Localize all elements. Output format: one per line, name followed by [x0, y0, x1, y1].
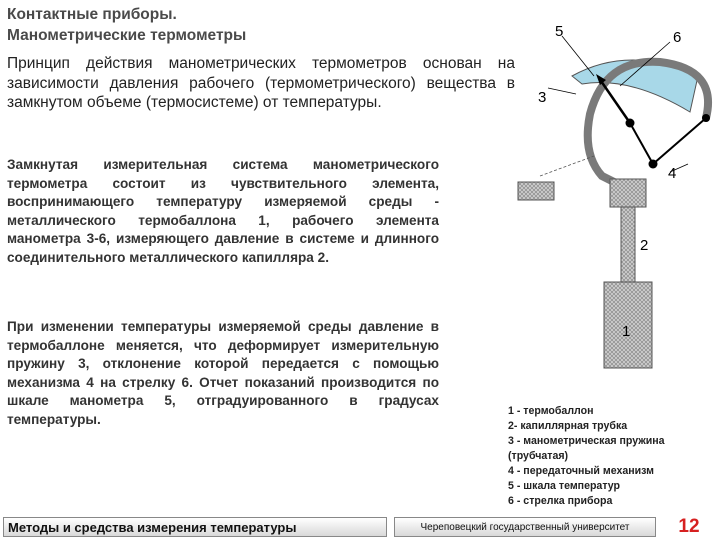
title-line-2: Манометрические термометры [7, 27, 247, 44]
label-4: 4 [668, 165, 677, 182]
legend [508, 404, 713, 509]
label-2: 2 [640, 237, 649, 254]
pointer-needle [601, 81, 630, 123]
slide-title [7, 4, 246, 46]
legend-item: 2- капиллярная трубка [508, 420, 628, 432]
left-stub [518, 182, 554, 200]
label-5: 5 [555, 23, 564, 40]
system-description-paragraph: Замкнутая измерительная система манометрического термометра состоит из чувствительного элемента, воспринимающего температуру измеряемой среды - металлического термобаллона 1, рабочего элемента манометра 3-6, измеряющего давление в системе и длинного соединительного металлического капилляра 2. [7, 157, 439, 265]
transmission-mechanism [630, 123, 653, 164]
legend-item: 4 - передаточный механизм [508, 465, 655, 477]
footer-bar [0, 514, 720, 540]
capillary-tube [621, 207, 635, 282]
intro-paragraph: Принцип действия манометрических термометров основан на зависимости давления рабочего (термометрического) вещества в замкнутом объеме (термосистеме) от температуры. [7, 55, 515, 111]
university-name: Череповецкий государственный университет [394, 517, 656, 537]
transmission-link [653, 118, 706, 164]
operation-paragraph: При изменении температуры измеряемой среды давление в термобаллоне меняется, что деформирует измерительную пружину 3, отклонение которой передается с помощью механизма 4 на стрелку 6. Отчет показаний производится по шкале манометра 5, отградуированного в градусах температуры. [7, 319, 439, 427]
label-6: 6 [673, 29, 682, 46]
hidden-line [540, 156, 594, 176]
thermometer-diagram [510, 14, 715, 404]
leader-3 [548, 88, 576, 94]
legend-item: 5 - шкала температур [508, 480, 620, 492]
legend-item: 6 - стрелка прибора [508, 495, 613, 507]
leader-5 [562, 36, 594, 76]
legend-item: 3 - манометрическая пружина [508, 435, 665, 447]
course-title: Методы и средства измерения температуры [3, 517, 387, 537]
spring-end-dot [702, 114, 710, 122]
page-number: 12 [678, 516, 700, 537]
title-line-1: Контактные приборы. [7, 6, 177, 23]
label-1: 1 [622, 323, 631, 340]
legend-item: (трубчатая) [508, 450, 569, 462]
label-3: 3 [538, 89, 547, 106]
link-dot [649, 160, 658, 169]
connector-block [610, 179, 646, 207]
legend-item: 1 - термобаллон [508, 405, 594, 417]
